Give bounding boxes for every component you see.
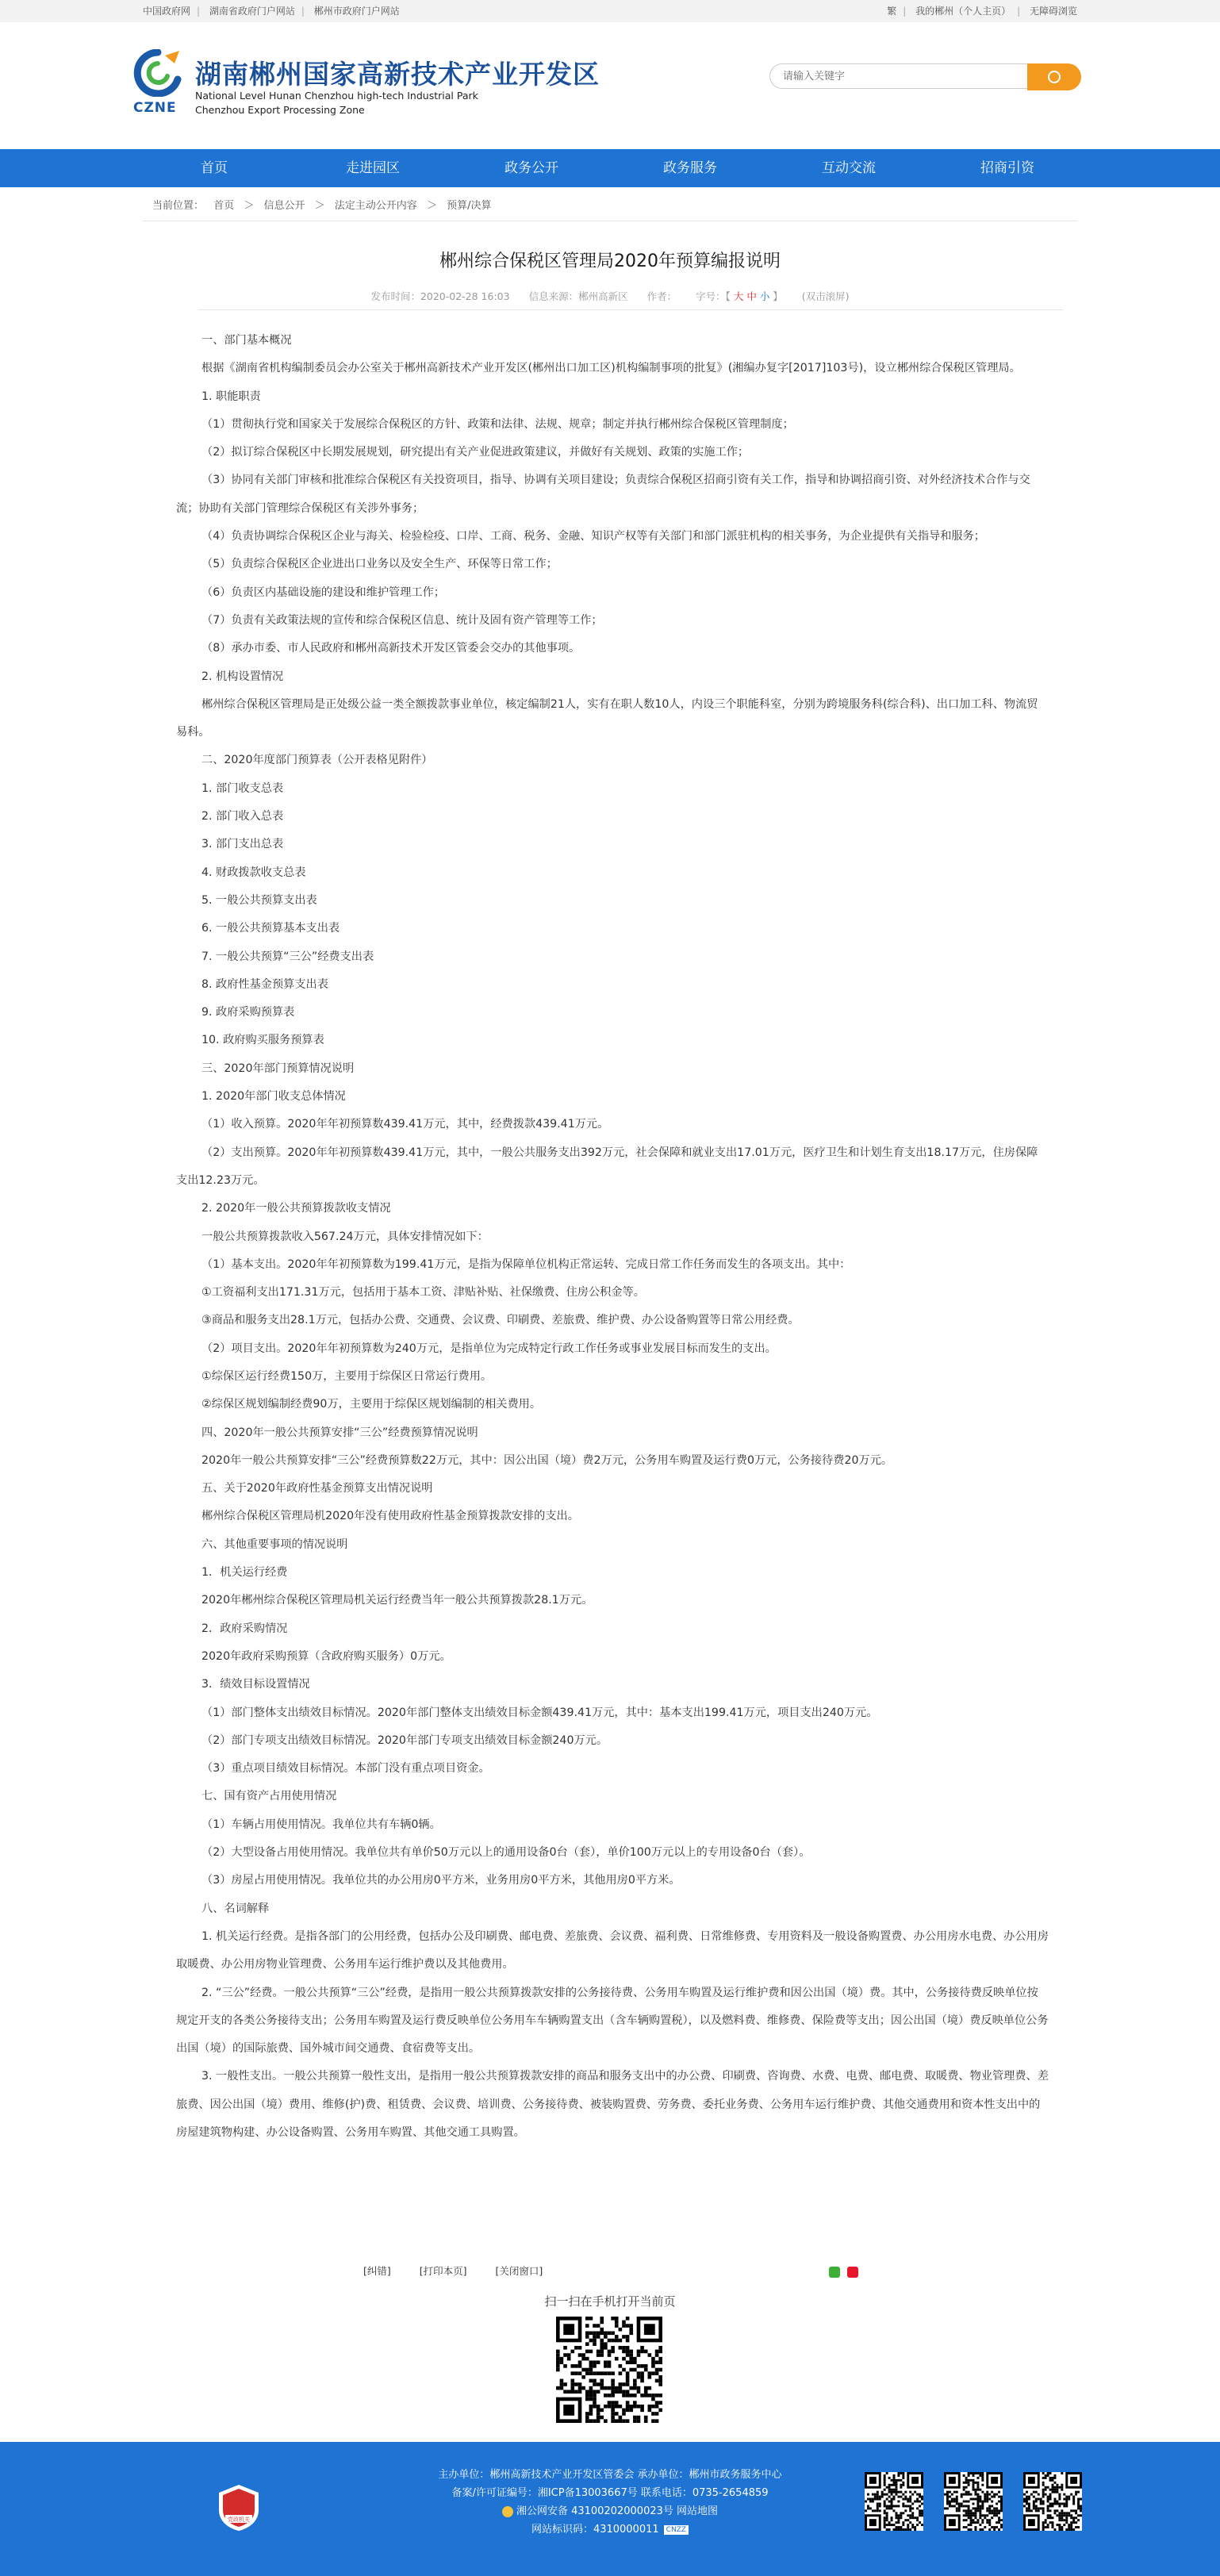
search-icon	[1046, 69, 1062, 85]
article-paragraph: 1. 机关运行经费。是指各部门的公用经费，包括办公及印刷费、邮电费、差旅费、会议费、福利费、日常维修费、专用资料及一般设备购置费、办公用房水电费、办公用房取暖费、办公用房物业管理费、公务用车运行维护费以及其他费用。	[176, 1929, 1049, 1971]
site-title: 湖南郴州国家高新技术产业开发区	[195, 59, 600, 90]
article-paragraph: （2）项目支出。2020年年初预算数为240万元，是指单位为完成特定行政工作任务或事业发展目标而发生的支出。	[201, 1342, 777, 1355]
share-buttons	[829, 2266, 861, 2281]
article-paragraph: 一般公共预算拨款收入567.24万元，具体安排情况如下：	[201, 1230, 489, 1243]
footer-qr-code-icon	[944, 2472, 1003, 2531]
article-paragraph: 八、名词解释	[201, 1902, 270, 1915]
crumb-budget[interactable]: 预算/决算	[447, 200, 492, 212]
article-paragraph: 根据《湖南省机构编制委员会办公室关于郴州高新技术产业开发区(郴州出口加工区)机构编制事项的批复》(湘编办复字[2017]103号)，设立郴州综合保税区管理局。	[201, 362, 1021, 375]
article-paragraph: 5. 一般公共预算支出表	[201, 893, 317, 907]
article-paragraph: 五、关于2020年政府性基金预算支出情况说明	[201, 1482, 433, 1495]
park-logo-icon[interactable]	[133, 49, 182, 97]
article-paragraph: 六、其他重要事项的情况说明	[201, 1538, 348, 1551]
article-paragraph: 4. 财政拨款收支总表	[201, 866, 306, 879]
article-paragraph: 3. 部门支出总表	[201, 838, 284, 851]
article-paragraph: （4）负责协调综合保税区企业与海关、检验检疫、口岸、工商、税务、金融、知识产权等有关部门和部门派驻机构的相关事务，为企业提供有关指导和服务；	[201, 530, 985, 543]
site-footer	[0, 2442, 1220, 2576]
wechat-share-icon[interactable]	[829, 2267, 840, 2278]
article-paragraph: （1）贯彻执行党和国家关于发展综合保税区的方针、政策和法律、法规、规章；制定并执行郴州综合保税区管理制度；	[201, 417, 794, 431]
article-paragraph: 一、部门基本概况	[201, 334, 292, 347]
dblclick-scroll-hint[interactable]: (双击滚屏)	[801, 290, 850, 302]
article-paragraph: （3）重点项目绩效目标情况。本部门没有重点项目资金。	[201, 1762, 490, 1776]
article-paragraph: 2．政府采购情况	[201, 1622, 288, 1635]
police-badge-icon	[502, 2506, 513, 2517]
font-mid-button[interactable]: 中	[746, 290, 757, 302]
article-paragraph: （3）协同有关部门审核和批准综合保税区有关投资项目，指导、协调有关项目建设；负责综合保税区招商引资有关工作，指导和协调招商引资、对外经济技术合作与交流；协助有关部门管理综合保税区有关涉外事务；	[176, 474, 1030, 515]
nav-interaction[interactable]: 互动交流	[822, 160, 876, 176]
page-qr-code-icon	[556, 2317, 662, 2423]
article-paragraph: （1）基本支出。2020年年初预算数为199.41万元，是指为保障单位机构正常运转、完成日常工作任务而发生的各项支出。其中：	[201, 1257, 851, 1271]
font-small-button[interactable]: 小	[759, 290, 770, 302]
article-paragraph: （5）负责综合保税区企业进出口业务以及安全生产、环保等日常工作；	[201, 558, 558, 571]
article-paragraph: （7）负责有关政策法规的宣传和综合保税区信息、统计及固有资产管理等工作；	[201, 613, 603, 627]
article-paragraph: 2. 2020年一般公共预算拨款收支情况	[201, 1202, 391, 1215]
article-paragraph: 8. 政府性基金预算支出表	[201, 977, 328, 991]
article-paragraph: （6）负责区内基础设施的建设和维护管理工作；	[201, 585, 445, 599]
article-paragraph: 2020年郴州综合保税区管理局机关运行经费当年一般公共预算拨款28.1万元。	[201, 1594, 593, 1607]
article-paragraph: （2）拟订综合保税区中长期发展规划，研究提出有关产业促进政策建议，并做好有关规划、政策的实施工作；	[201, 446, 750, 459]
qr-caption: 扫一扫在手机打开当前页	[544, 2294, 676, 2309]
article-paragraph: （8）承办市委、市人民政府和郴州高新技术开发区管委会交办的其他事项。	[201, 642, 581, 655]
article-paragraph: 1. 职能职责	[201, 390, 261, 403]
main-nav	[0, 149, 1220, 187]
footer-qr-code-icon	[1023, 2472, 1082, 2531]
crumb-info-open[interactable]: 信息公开	[263, 200, 305, 212]
article-title: 郴州综合保税区管理局2020年预算编报说明	[439, 251, 781, 271]
font-size-control: 字号：【 大 中 小 】	[696, 290, 786, 302]
weibo-share-icon[interactable]	[847, 2267, 858, 2278]
print-link[interactable]: [打印本页]	[419, 2265, 467, 2277]
svg-text:党政机关: 党政机关	[228, 2516, 250, 2523]
article-paragraph: 2. “三公”经费。一般公共预算“三公”经费，是指用一般公共预算拨款安排的公务接待费、公务用车购置及运行维护费和因公出国（境）费。其中，公务接待费反映单位按规定开支的各类公务接待支出；公务用车购置及运行费反映单位公务用车车辆购置支出（含车辆购置税），以及燃料费、维修费、保险费等支出；因公出国（境）费反映单位公务出国（境）的国际旅费、国外城市间交通费、食宿费等支出。	[176, 1986, 1049, 2056]
link-my-chenzhou[interactable]: 我的郴州（个人主页）	[915, 6, 1011, 17]
article-paragraph: （1）车辆占用使用情况。我单位共有车辆0辆。	[201, 1818, 441, 1831]
article-paragraph: 七、国有资产占用使用情况	[201, 1790, 337, 1803]
search-input[interactable]: 请输入关键字	[769, 63, 1027, 89]
search-button[interactable]	[1027, 63, 1081, 90]
article-paragraph: ①工资福利支出171.31万元，包括用于基本工资、津贴补贴、社保缴费、住房公积金等。	[201, 1286, 645, 1300]
article-paragraph: （1）部门整体支出绩效目标情况。2020年部门整体支出绩效目标金额439.41万元，其中：基本支出199.41万元，项目支出240万元。	[201, 1706, 878, 1719]
article-paragraph: 3. 一般性支出。一般公共预算一般性支出，是指用一般公共预算拨款安排的商品和服务支出中的办公费、印刷费、咨询费、水费、电费、邮电费、取暖费、物业管理费、差旅费、因公出国（境）费用、维修(护)费、租赁费、会议费、培训费、公务接待费、被装购置费、劳务费、委托业务费、公务用车运行维护费、其他交通费用和资本性支出中的房屋建筑物构建、办公设备购置、公务用车购置、其他交通工具购置。	[176, 2070, 1049, 2139]
article-paragraph: 7. 一般公共预算“三公”经费支出表	[201, 950, 374, 963]
crumb-legal-open[interactable]: 法定主动公开内容	[334, 200, 417, 212]
article-paragraph: 2020年一般公共预算安排“三公”经费预算数22万元，其中：因公出国（境）费2万元，公务用车购置及运行费0万元，公务接待费20万元。	[201, 1453, 893, 1467]
article-paragraph: 1. 部门收支总表	[201, 781, 284, 795]
article-paragraph: 1. 2020年部门收支总体情况	[201, 1090, 346, 1104]
search-bar	[769, 63, 1082, 90]
article-tools	[363, 2263, 568, 2278]
site-header	[0, 22, 1220, 149]
article-paragraph: 3．绩效目标设置情况	[201, 1678, 310, 1691]
article-paragraph: （2）大型设备占用使用情况。我单位共有单价50万元以上的通用设备0台（套），单价100万元以上的专用设备0台（套）。	[201, 1846, 811, 1860]
link-chenzhou-gov[interactable]: 郴州市政府门户网站	[313, 6, 400, 17]
divider	[198, 309, 1063, 310]
article-paragraph: （1）收入预算。2020年年初预算数439.41万元，其中，经费拨款439.41万元。	[201, 1118, 609, 1131]
info-source: 信息来源：郴州高新区	[528, 290, 628, 302]
article-paragraph: （2）部门专项支出绩效目标情况。2020年部门专项支出绩效目标金额240万元。	[201, 1733, 608, 1747]
nav-gov-affairs-open[interactable]: 政务公开	[504, 160, 558, 176]
article-paragraph: 2. 部门收入总表	[201, 810, 284, 823]
article-body	[176, 327, 1049, 2147]
article-paragraph: 郴州综合保税区管理局是正处级公益一类全额拨款事业单位，核定编制21人，实有在职人数10人，内设三个职能科室，分别为跨境服务科(综合科)、出口加工科、物流贸易科。	[176, 697, 1038, 739]
breadcrumb: 当前位置： 首页 ＞ 信息公开 ＞ 法定主动公开内容 ＞ 预算/决算	[152, 200, 492, 212]
article-paragraph: ②综保区规划编制经费90万，主要用于综保区规划编制的相关费用。	[201, 1398, 542, 1411]
top-links-right: 繁 | 我的郴州（个人主页） | 无障碍浏览	[887, 0, 1077, 22]
top-bar	[0, 0, 1220, 23]
link-traditional[interactable]: 繁	[887, 6, 897, 17]
article-paragraph: 10. 政府购买服务预算表	[201, 1034, 324, 1047]
footer-police-record[interactable]: 湘公网安备 43100202000023号 网站地图	[0, 2502, 1220, 2520]
nav-gov-services[interactable]: 政务服务	[663, 160, 717, 176]
crumb-home[interactable]: 首页	[213, 200, 235, 212]
font-big-button[interactable]: 大	[733, 290, 744, 302]
link-gov-cn[interactable]: 中国政府网	[143, 6, 191, 17]
stats-badge[interactable]: CNZZ	[664, 2525, 689, 2535]
error-report-link[interactable]: [纠错]	[363, 2265, 391, 2277]
top-links-left: 中国政府网 | 湖南省政府门户网站 | 郴州市政府门户网站	[143, 0, 400, 22]
article-paragraph: 9. 政府采购预算表	[201, 1006, 295, 1019]
article-paragraph: ①综保区运行经费150万，主要用于综保区日常运行费用。	[201, 1369, 493, 1383]
article-paragraph: 四、2020年一般公共预算安排“三公”经费预算情况说明	[201, 1426, 478, 1439]
article-paragraph: 三、2020年部门预算情况说明	[201, 1061, 355, 1075]
publish-date: 发布时间：2020-02-28 16:03	[370, 290, 510, 302]
article-paragraph: 2. 机构设置情况	[201, 670, 284, 683]
article-paragraph: 1．机关运行经费	[201, 1566, 288, 1580]
article-paragraph: 6. 一般公共预算基本支出表	[201, 922, 340, 935]
article-paragraph: 二、2020年度部门预算表（公开表格见附件）	[201, 754, 433, 767]
close-window-link[interactable]: [关闭窗口]	[495, 2265, 543, 2277]
link-hunan-gov[interactable]: 湖南省政府门户网站	[209, 6, 295, 17]
footer-sponsor: 主办单位：郴州高新技术产业开发区管委会 承办单位：郴州市政务服务中心	[438, 2469, 782, 2481]
author: 作者：	[646, 290, 677, 302]
article-meta	[143, 289, 1077, 303]
nav-about-park[interactable]: 走进园区	[346, 160, 400, 176]
nav-investment[interactable]: 招商引资	[980, 160, 1034, 176]
article-paragraph: ③商品和服务支出28.1万元，包括办公费、交通费、会议费、印刷费、差旅费、维护费、办公设备购置等日常公用经费。	[201, 1314, 800, 1327]
footer-qr-code-icon	[865, 2472, 923, 2531]
article-paragraph: （3）房屋占用使用情况。我单位共的办公用房0平方米，业务用房0平方米，其他用房0平方米。	[201, 1874, 681, 1887]
footer-icp[interactable]: 备案/许可证编号：湘ICP备13003667号 联系电话：0735-2654859	[451, 2487, 769, 2499]
article-paragraph: 郴州综合保税区管理局机2020年没有使用政府性基金预算拨款安排的支出。	[201, 1510, 579, 1523]
link-accessibility[interactable]: 无障碍浏览	[1029, 6, 1077, 17]
logo-abbreviation: CZNE	[133, 100, 177, 116]
article-paragraph: 2020年政府采购预算（含政府购买服务）0万元。	[201, 1649, 451, 1663]
article-paragraph: （2）支出预算。2020年年初预算数439.41万元，其中，一般公共服务支出392万元，社会保障和就业支出17.01万元，医疗卫生和计划生育支出18.17万元，住房保障支出12.23万元。	[176, 1146, 1038, 1187]
site-english-name: National Level Hunan Chenzhou high-tech Industrial Park Chenzhou Export Processing Zone	[195, 90, 478, 116]
nav-home[interactable]: 首页	[201, 160, 228, 176]
footer-site-id: 网站标识码：4310000011 CNZZ	[0, 2520, 1220, 2539]
